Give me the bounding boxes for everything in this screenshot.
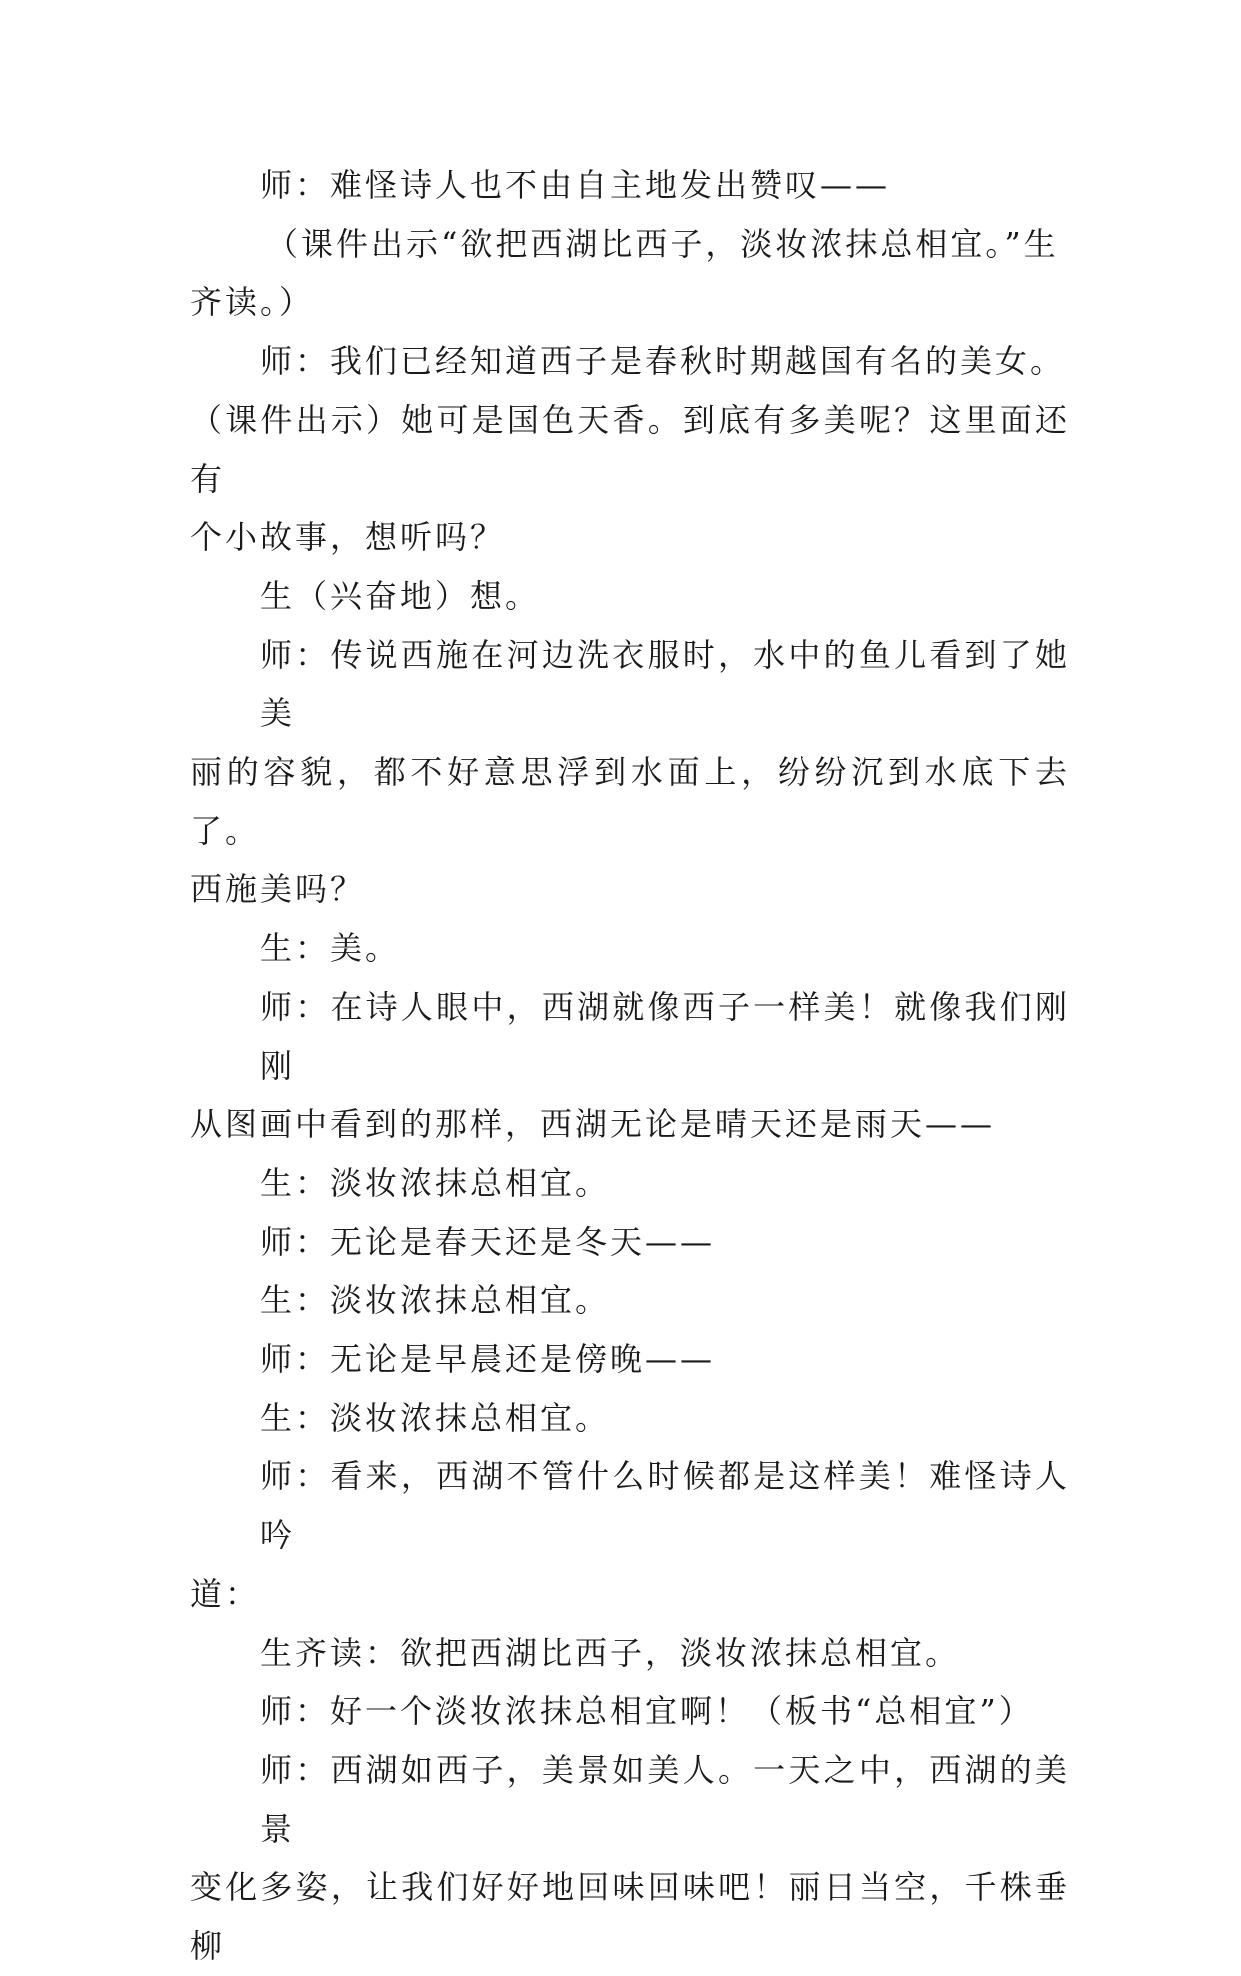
paragraph bbox=[190, 919, 1070, 978]
text-line: 西施美吗？ bbox=[190, 870, 366, 909]
paragraph bbox=[190, 1154, 1070, 1213]
paragraph bbox=[190, 156, 1070, 215]
text-line: 齐读。） bbox=[190, 283, 315, 322]
paragraph bbox=[190, 1389, 1070, 1448]
text-line: 从图画中看到的那样，西湖无论是晴天还是雨天—— bbox=[190, 1105, 996, 1144]
text-line: 生：淡妆浓抹总相宜。 bbox=[260, 1163, 611, 1202]
text-line: 师：难怪诗人也不由自主地发出赞叹—— bbox=[260, 166, 891, 204]
paragraph bbox=[190, 1330, 1070, 1389]
text-line: 师：传说西施在河边洗衣服时，水中的鱼儿看到了她美 bbox=[260, 635, 1070, 733]
text-line: 生齐读：欲把西湖比西子，淡妆浓抹总相宜。 bbox=[260, 1633, 961, 1672]
paragraph bbox=[190, 1213, 1070, 1272]
paragraph bbox=[190, 626, 1070, 920]
text-line: 师：好一个淡妆浓抹总相宜啊！（板书“总相宜”） bbox=[260, 1692, 1034, 1731]
paragraph bbox=[190, 1682, 1070, 1741]
text-line: 师：在诗人眼中，西湖就像西子一样美！就像我们刚刚 bbox=[260, 987, 1070, 1085]
text-line: 个小故事，想听吗？ bbox=[190, 518, 506, 557]
paragraph bbox=[190, 215, 1070, 332]
text-line: 生（兴奋地）想。 bbox=[260, 576, 541, 615]
text-line: 师：无论是春天还是冬天—— bbox=[260, 1222, 716, 1261]
text-line: 师：我们已经知道西子是春秋时期越国有名的美女。 bbox=[260, 342, 1066, 381]
text-line: 师：看来，西湖不管什么时候都是这样美！难怪诗人吟 bbox=[260, 1457, 1070, 1555]
text-line: （课件出示“欲把西湖比西子，淡妆浓抹总相宜。”生 bbox=[266, 224, 1059, 263]
text-line: 变化多姿，让我们好好地回味回味吧！丽日当空，千株垂柳 bbox=[190, 1868, 1070, 1966]
paragraph bbox=[190, 1271, 1070, 1330]
text-line: 师：无论是早晨还是傍晚—— bbox=[260, 1340, 716, 1379]
paragraph bbox=[190, 1741, 1070, 1976]
paragraph bbox=[190, 1447, 1070, 1623]
text-line: （课件出示）她可是国色天香。到底有多美呢？这里面还有 bbox=[190, 400, 1070, 498]
paragraph bbox=[190, 567, 1070, 626]
paragraph bbox=[190, 332, 1070, 567]
text-line: 生：淡妆浓抹总相宜。 bbox=[260, 1398, 611, 1437]
text-line: 丽的容貌，都不好意思浮到水面上，纷纷沉到水底下去了。 bbox=[190, 753, 1070, 850]
text-line: 师：西湖如西子，美景如美人。一天之中，西湖的美景 bbox=[260, 1750, 1070, 1848]
text-line: 生：美。 bbox=[260, 929, 401, 968]
document-body bbox=[190, 156, 1070, 1976]
paragraph bbox=[190, 1624, 1070, 1683]
text-line: 道： bbox=[190, 1574, 261, 1613]
text-line: 生：淡妆浓抹总相宜。 bbox=[260, 1281, 611, 1320]
paragraph bbox=[190, 978, 1070, 1154]
